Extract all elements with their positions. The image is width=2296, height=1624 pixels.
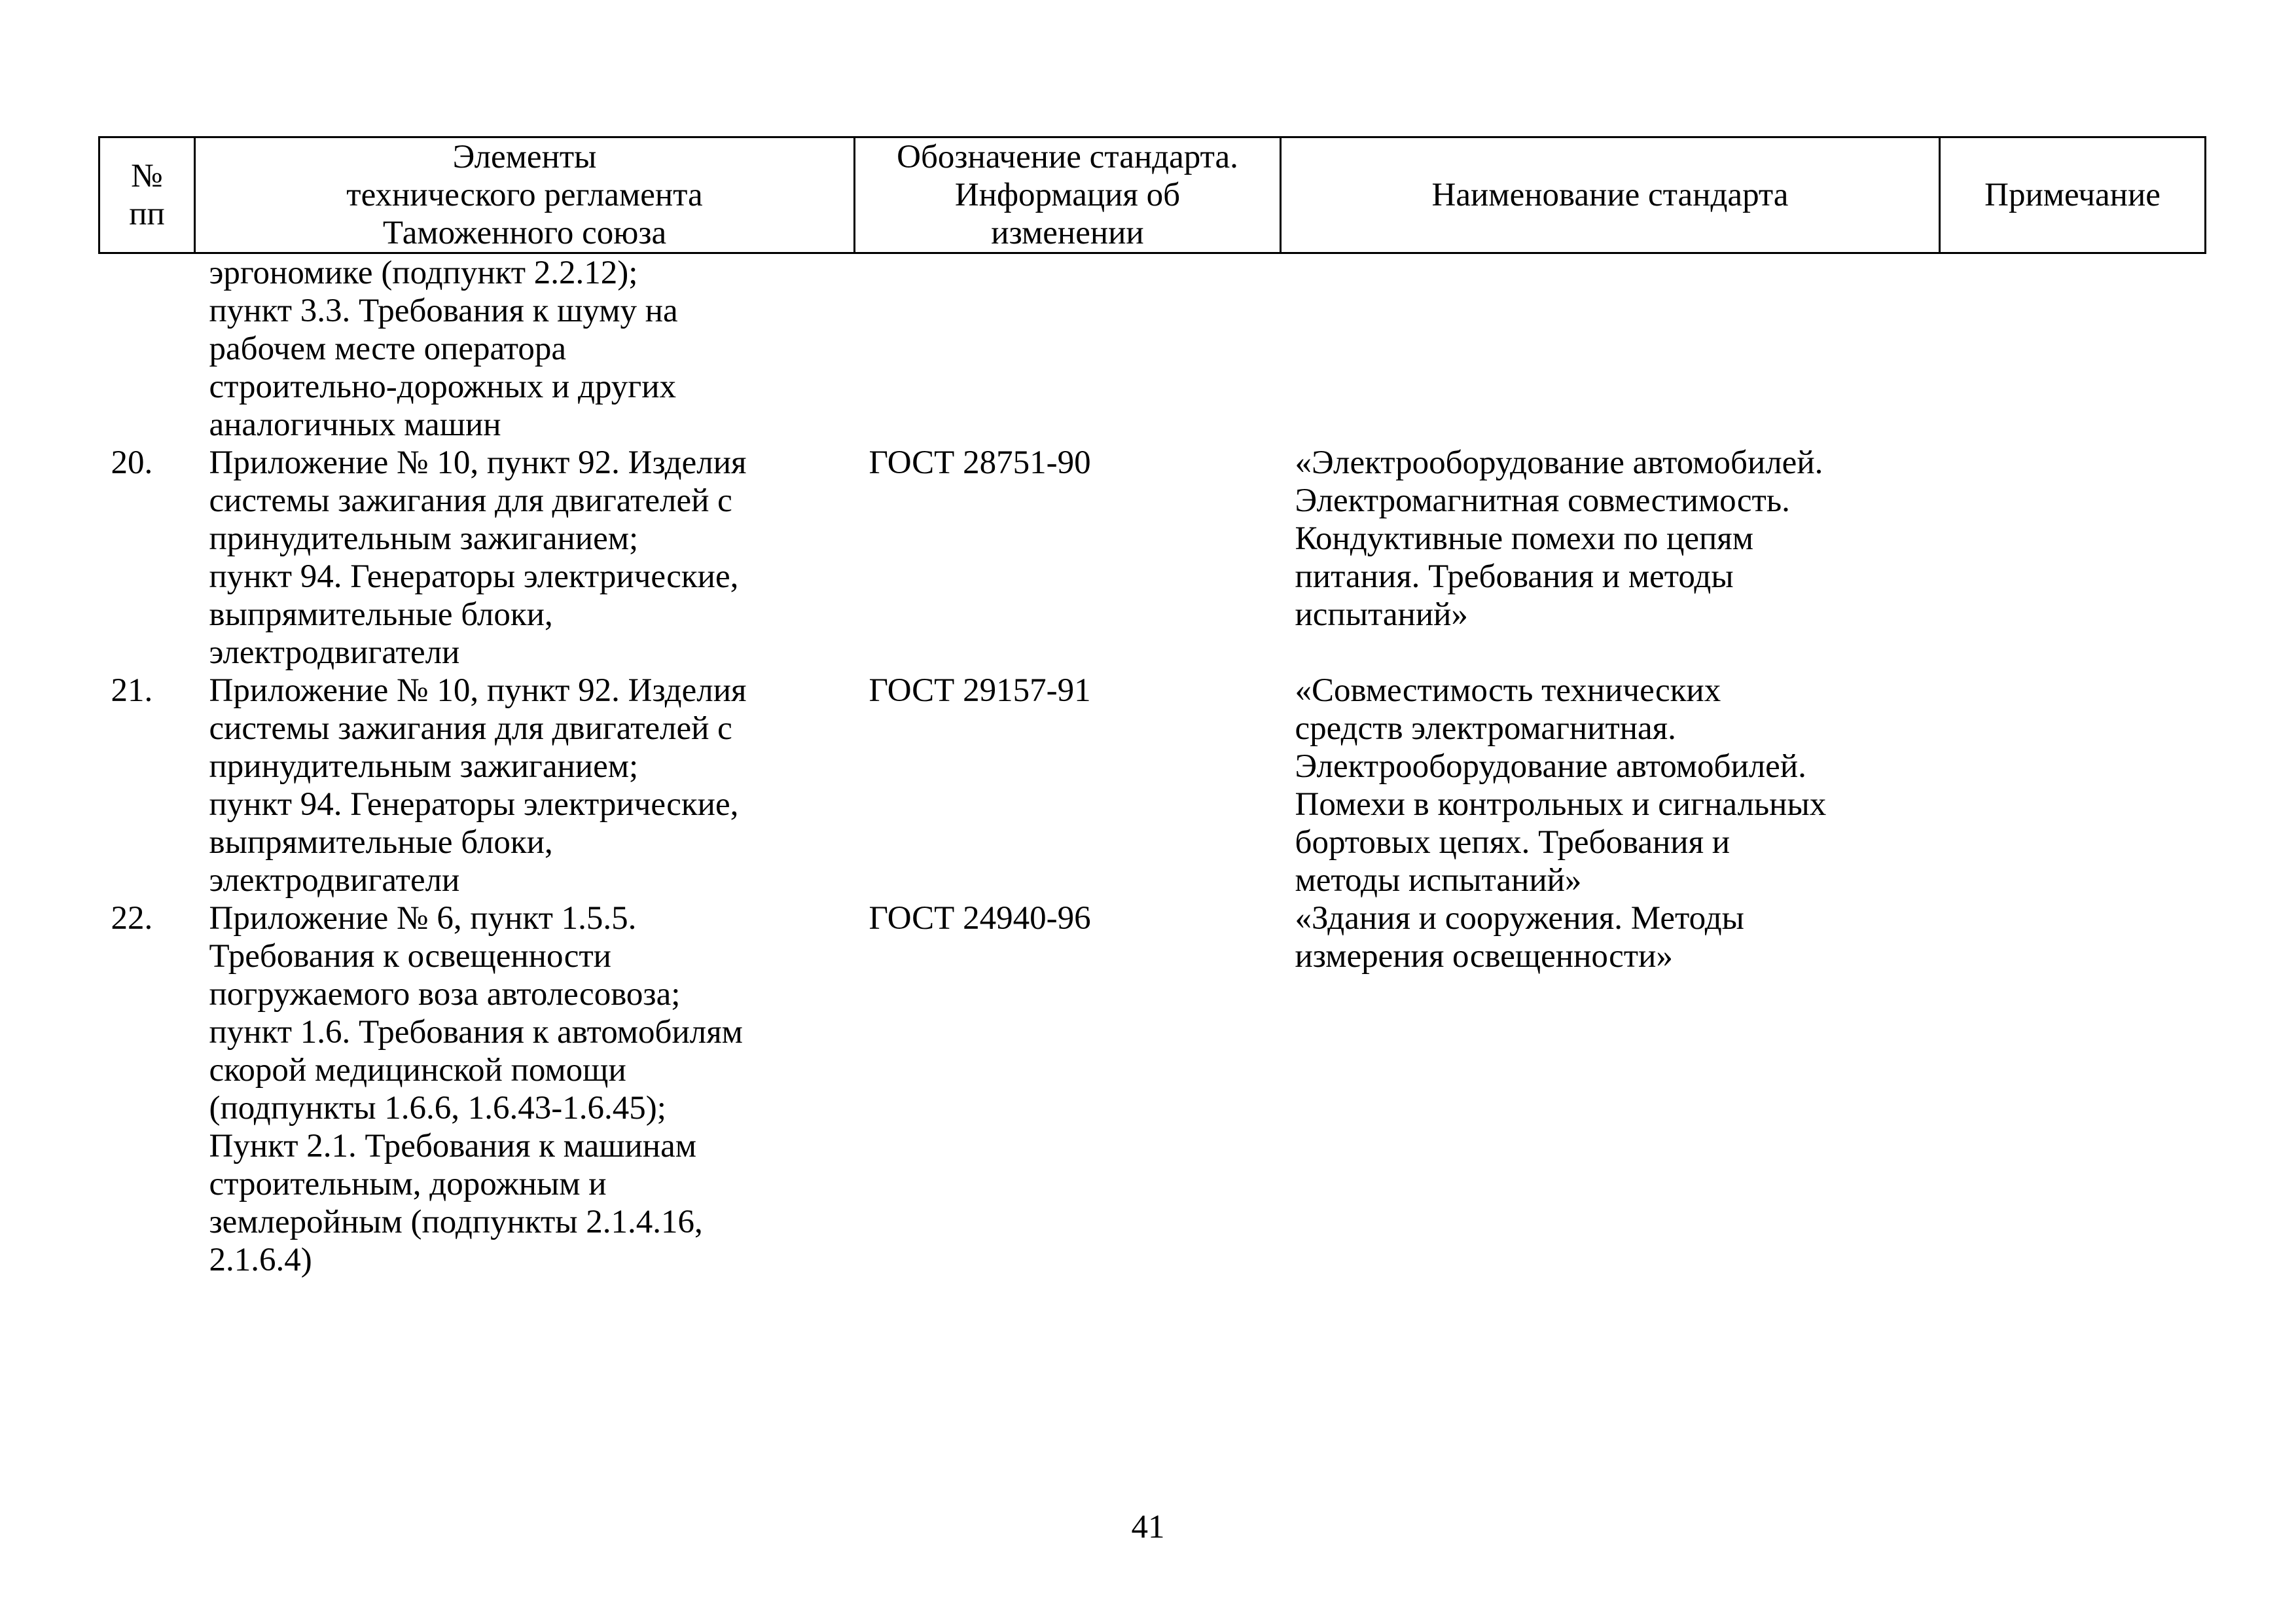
row-note (1940, 253, 2206, 444)
header-row (99, 137, 2206, 253)
row-standard-name: «Электрооборудование автомобилей. Электромагнитная совместимость. Кондуктивные помехи по цепям питания. Требования и методы испытаний» (1295, 444, 1823, 633)
page-number: 41 (1131, 1509, 1165, 1545)
table-row (99, 444, 2206, 672)
header-note: Примечание (1940, 137, 2206, 253)
row-note (1940, 672, 2206, 899)
row-standard-designation (855, 253, 1281, 444)
header-standard-designation: Обозначение стандарта. Информация об изменении (855, 137, 1281, 253)
table-row (99, 253, 2206, 444)
table-header (99, 137, 2206, 253)
standards-table (98, 136, 2206, 1279)
row-standard-designation: ГОСТ 28751-90 (869, 444, 1091, 481)
table-body (99, 253, 2206, 1280)
header-number: № пп (99, 137, 195, 253)
row-standard-name (1281, 253, 1940, 444)
row-standard-name: «Совместимость технических средств электромагнитная. Электрооборудование автомобилей. Помехи в контрольных и сигнальных бортовых цепях. Требования и методы испытаний» (1295, 672, 1827, 899)
row-number: 21. (111, 672, 153, 709)
row-number (99, 253, 195, 444)
row-note (1940, 899, 2206, 1279)
row-regulation-elements: Приложение № 6, пункт 1.5.5. Требования к освещенности погружаемого воза автолесовоза; пункт 1.6. Требования к автомобилям скорой медицинской помощи (подпункты 1.6.6, 1.6.43-1.6.45); Пункт 2.1. Требования к машинам строительным, дорожным и землеройным (подпункты 2.1.4.16, 2.1.6.4) (209, 900, 743, 1278)
row-standard-designation: ГОСТ 29157-91 (869, 672, 1091, 709)
header-regulation-elements: Элементы технического регламента Таможенного союза (195, 137, 855, 253)
header-standard-name: Наименование стандарта (1281, 137, 1940, 253)
row-number: 20. (111, 444, 153, 481)
table-row (99, 672, 2206, 899)
row-regulation-elements: эргономике (подпункт 2.2.12); пункт 3.3. Требования к шуму на рабочем месте оператора строительно-дорожных и других аналогичных машин (209, 255, 678, 443)
table-row (99, 899, 2206, 1279)
row-number: 22. (111, 900, 153, 937)
row-regulation-elements: Приложение № 10, пункт 92. Изделия системы зажигания для двигателей с принудительным зажиганием; пункт 94. Генераторы электрические, выпрямительные блоки, электродвигатели (209, 444, 747, 671)
row-note (1940, 444, 2206, 672)
row-regulation-elements: Приложение № 10, пункт 92. Изделия системы зажигания для двигателей с принудительным зажиганием; пункт 94. Генераторы электрические, выпрямительные блоки, электродвигатели (209, 672, 747, 899)
row-standard-designation: ГОСТ 24940-96 (869, 900, 1091, 937)
row-standard-name: «Здания и сооружения. Методы измерения освещенности» (1295, 900, 1744, 975)
